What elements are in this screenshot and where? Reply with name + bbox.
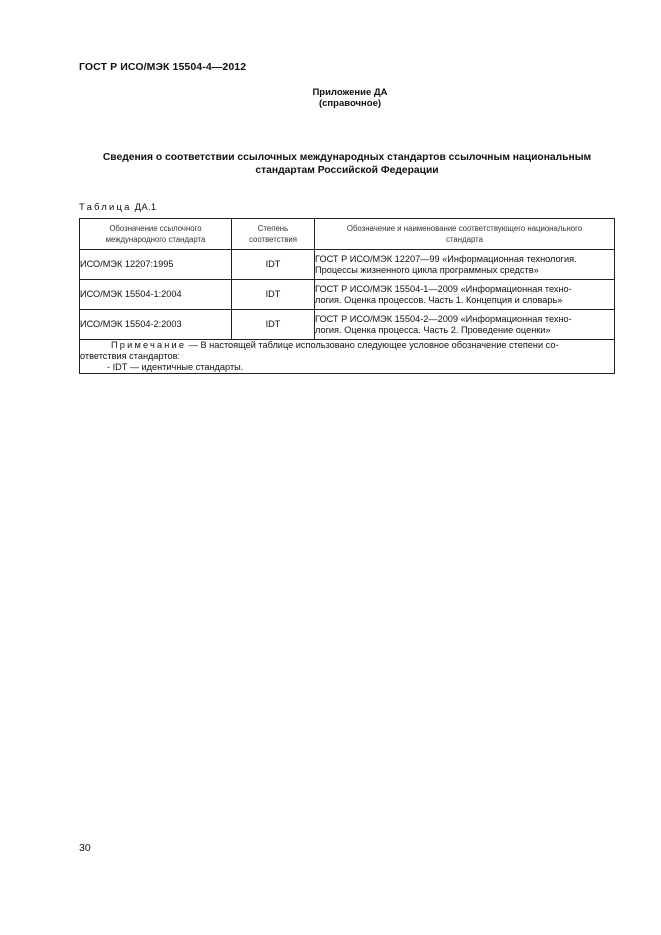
table-caption [79, 202, 157, 213]
annex-subtitle: (справочное) [318, 98, 382, 109]
national-standard-cell: ГОСТ Р ИСО/МЭК 15504-2—2009 «Информационная техно- логия. Оценка процесса. Часть 2. Проведение оценки» [315, 310, 615, 340]
header-degree: Степень соответствия [232, 219, 315, 250]
national-standard-cell: ГОСТ Р ИСО/МЭК 12207—99 «Информационная технология. Процессы жизненного цикла программных средств» [315, 250, 615, 280]
degree-cell: IDT [232, 250, 315, 280]
note-list-item: - IDT — идентичные стандарты. [107, 362, 244, 372]
intl-standard-cell: ИСО/МЭК 15504-2:2003 [80, 310, 232, 340]
note-label: Примечание [111, 340, 187, 350]
header-national-standard: Обозначение и наименование соответствующего национального стандарта [315, 219, 615, 250]
page-number: 30 [79, 842, 91, 854]
header-intl-standard: Обозначение ссылочного международного стандарта [80, 219, 232, 250]
national-standard-cell: ГОСТ Р ИСО/МЭК 15504-1—2009 «Информационная техно- логия. Оценка процессов. Часть 1. Концепция и словарь» [315, 280, 615, 310]
degree-cell: IDT [232, 280, 315, 310]
table-note-row [80, 340, 615, 374]
section-title [79, 151, 615, 177]
table-note [80, 340, 615, 374]
annex-heading [0, 87, 661, 109]
table-row [80, 250, 615, 280]
table-caption-id: ДА.1 [134, 202, 157, 213]
document-code: ГОСТ Р ИСО/МЭК 15504-4—2012 [79, 61, 247, 73]
table-row [80, 310, 615, 340]
standards-correspondence-table [79, 218, 615, 374]
table-caption-word: Таблица [79, 202, 132, 213]
intl-standard-cell: ИСО/МЭК 12207:1995 [80, 250, 232, 280]
note-text-continued: ответствия стандартов: [80, 351, 181, 361]
annex-title: Приложение ДА [312, 87, 388, 98]
section-title-line-2: стандартам Российской Федерации [255, 165, 439, 176]
section-title-line-1: Сведения о соответствии ссылочных международных стандартов ссылочным национальным [102, 152, 592, 163]
note-text: — В настоящей таблице использовано следующее условное обозначение степени со- [188, 340, 559, 350]
table-header-row [80, 219, 615, 250]
intl-standard-cell: ИСО/МЭК 15504-1:2004 [80, 280, 232, 310]
table-row [80, 280, 615, 310]
degree-cell: IDT [232, 310, 315, 340]
